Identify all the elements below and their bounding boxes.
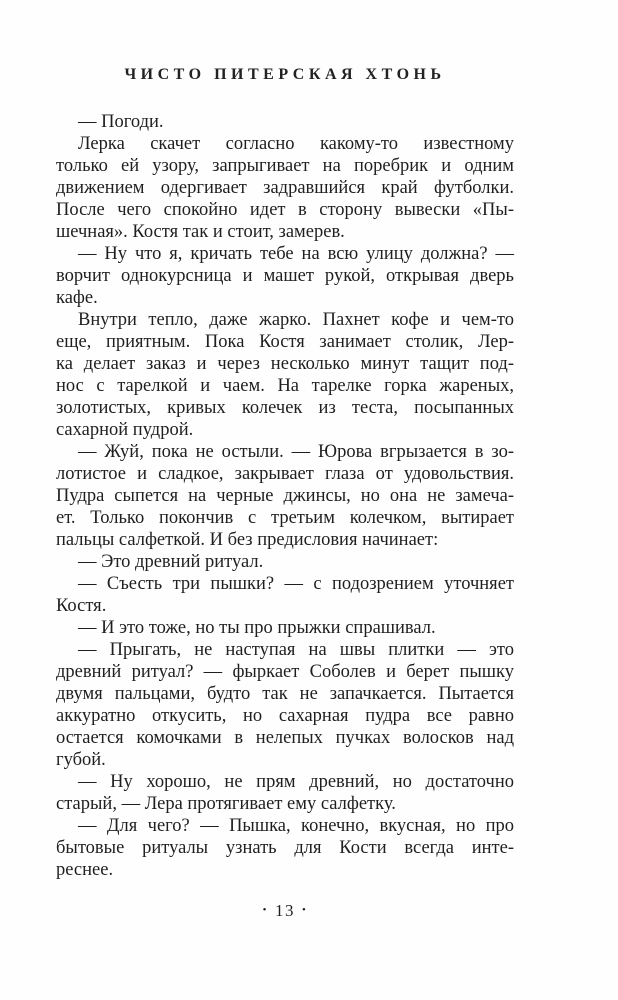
text-line: древний ритуал? — фыркает Соболев и берет пышку [56, 662, 514, 682]
text-line: — Съесть три пышки? — с подозрением уточняет [78, 574, 514, 594]
text-line: Костя. [56, 596, 107, 616]
page-number-right-dot: • [302, 904, 308, 916]
text-line: старый, — Лера протягивает ему салфетку. [56, 794, 396, 814]
running-header: ЧИСТО ПИТЕРСКАЯ ХТОНЬ [124, 66, 446, 83]
text-line: лотистое и сладкое, закрывает глаза от удовольствия. [56, 464, 514, 484]
text-line: двумя пальцами, будто так не запачкается. Пытается [56, 684, 514, 704]
page-number [56, 901, 514, 921]
text-line: нос с тарелкой и чаем. На тарелке горка жареных, [56, 376, 514, 396]
text-line: — Жуй, пока не остыли. — Юрова вгрызается в зо- [78, 442, 514, 462]
text-line: — Это древний ритуал. [78, 552, 264, 572]
text-line: пальцы салфеткой. И без предисловия начинает: [56, 530, 439, 550]
text-line: — И это тоже, но ты про прыжки спрашивал. [78, 618, 436, 638]
paragraph [56, 617, 514, 639]
text-line: — Для чего? — Пышка, конечно, вкусная, но про [78, 816, 514, 836]
text-line: кафе. [56, 288, 98, 308]
paragraph [56, 551, 514, 573]
text-line: ворчит однокурсница и машет рукой, открывая дверь [56, 266, 514, 286]
text-line: сахарной пудрой. [56, 420, 194, 440]
paragraph [56, 639, 514, 771]
text-line: — Ну хорошо, не прям древний, но достаточно [78, 772, 514, 792]
text-line: бытовые ритуалы узнать для Кости всегда инте- [56, 838, 514, 858]
text-line: — Прыгать, не наступая на швы плитки — это [78, 640, 514, 660]
text-line: движением одергивает задравшийся край футболки. [56, 178, 514, 198]
paragraph [56, 309, 514, 441]
paragraph [56, 111, 514, 133]
text-line: еще, приятным. Пока Костя занимает столик, Лер- [56, 332, 514, 352]
text-line: — Ну что я, кричать тебе на всю улицу должна? — [78, 244, 514, 264]
text-line: ет. Только покончив с третьим колечком, вытирает [56, 508, 514, 528]
text-line: ка делает заказ и через несколько минут тащит под- [56, 354, 514, 374]
text-line: Лерка скачет согласно какому-то известному [78, 134, 514, 154]
text-line: аккуратно откусить, но сахарная пудра все равно [56, 706, 514, 726]
text-line: остается комочками в нелепых пучках волосков над [56, 728, 514, 748]
text-line: Пудра сыпется на черные джинсы, но она не замеча- [56, 486, 514, 506]
text-line: Внутри тепло, даже жарко. Пахнет кофе и чем-то [78, 310, 514, 330]
text-line: губой. [56, 750, 106, 770]
text-line: золотистых, кривых колечек из теста, посыпанных [56, 398, 514, 418]
paragraph [56, 441, 514, 551]
paragraph [56, 133, 514, 243]
page-number-value: 13 [275, 901, 295, 920]
body-text [56, 111, 514, 881]
text-line: реснее. [56, 860, 114, 880]
text-line: шечная». Костя так и стоит, замерев. [56, 222, 345, 242]
page-number-left-dot: • [262, 904, 268, 916]
paragraph [56, 815, 514, 881]
paragraph [56, 771, 514, 815]
paragraph [56, 243, 514, 309]
text-line: только ей узору, запрыгивает на поребрик и одним [56, 156, 514, 176]
paragraph [56, 573, 514, 617]
text-line: — Погоди. [78, 112, 164, 132]
text-line: После чего спокойно идет в сторону вывески «Пы- [56, 200, 514, 220]
